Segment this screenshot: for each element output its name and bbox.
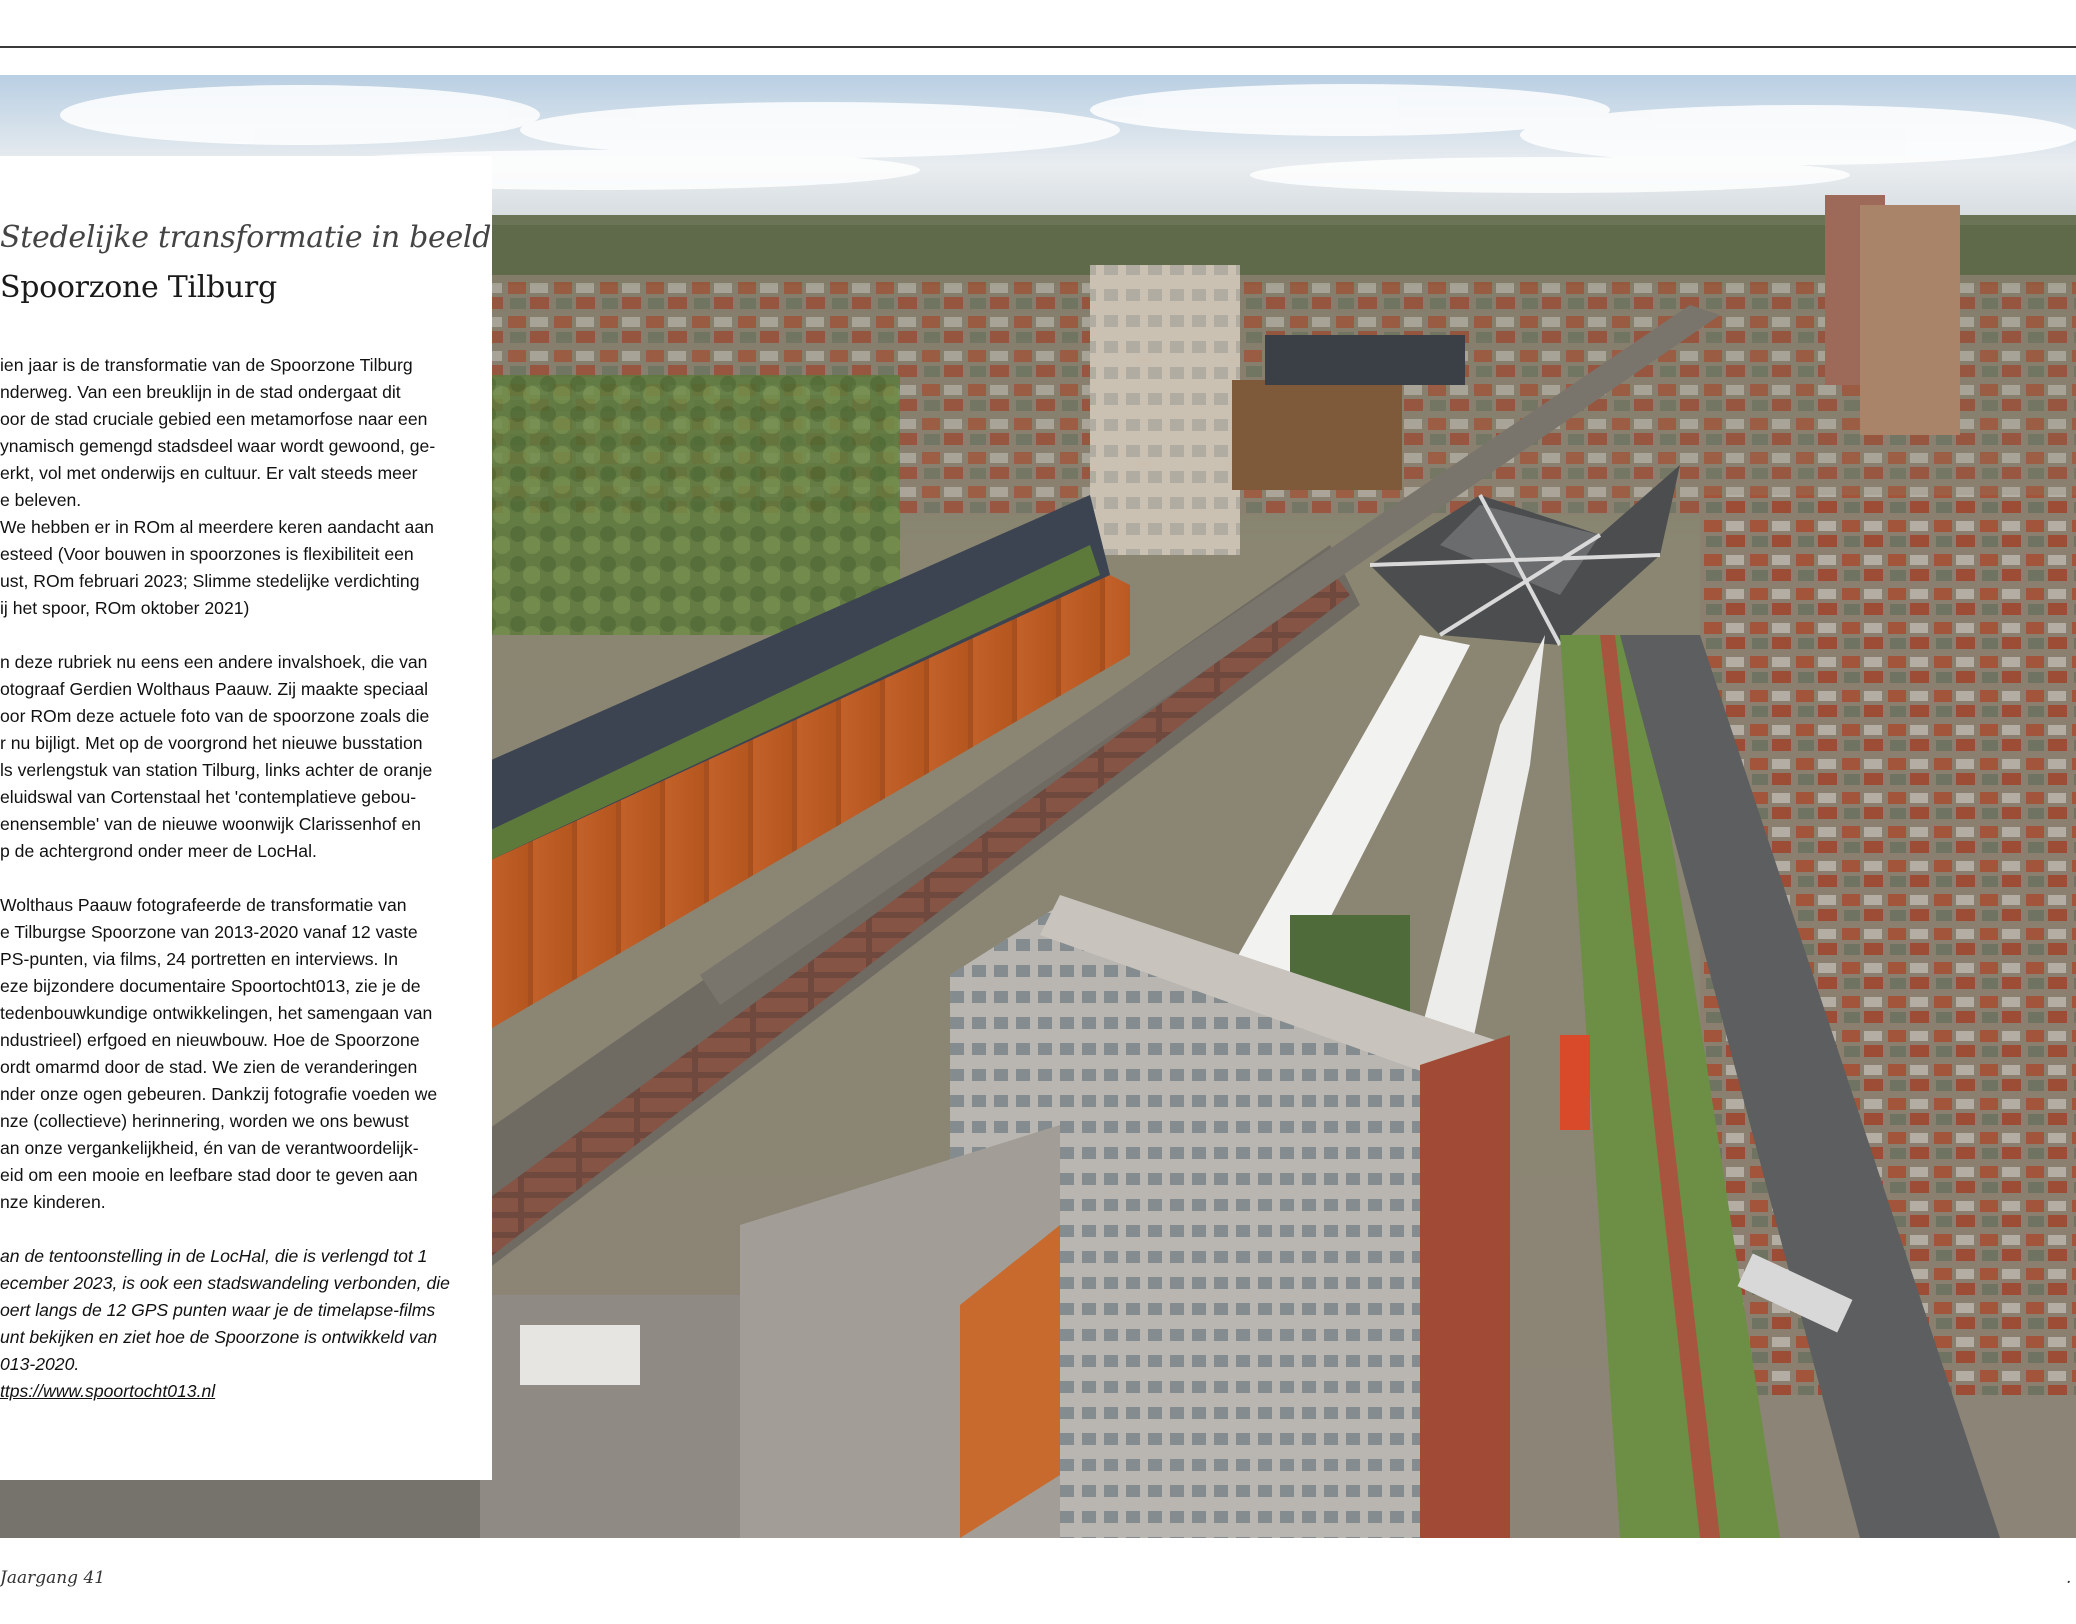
top-rule <box>0 46 2076 48</box>
article-text-panel <box>0 156 492 1480</box>
article-kicker: Stedelijke transformatie in beeld <box>0 220 492 255</box>
page-number-fragment: . <box>2066 1568 2072 1588</box>
body-line: eid om een mooie en leefbare stad door te geven aan <box>0 1165 418 1185</box>
article-body <box>0 352 470 1405</box>
note-line: an de tentoonstelling in de LocHal, die is verlengd tot 1 <box>0 1246 428 1266</box>
body-line: esteed (Voor bouwen in spoorzones is flexibiliteit een <box>0 544 414 564</box>
spoortocht-link[interactable]: ttps://www.spoortocht013.nl <box>0 1381 216 1401</box>
article-title: Spoorzone Tilburg <box>0 270 277 305</box>
body-line: an onze vergankelijkheid, én van de verantwoordelijk- <box>0 1138 419 1158</box>
body-line: ust, ROm februari 2023; Slimme stedelijke verdichting <box>0 571 420 591</box>
note-line: ecember 2023, is ook een stadswandeling verbonden, die <box>0 1273 450 1293</box>
body-line: ordt omarmd door de stad. We zien de veranderingen <box>0 1057 418 1077</box>
body-line: e beleven. <box>0 490 82 510</box>
body-line: ls verlengstuk van station Tilburg, links achter de oranje <box>0 760 433 780</box>
paragraph-1 <box>0 352 470 514</box>
body-line: PS-punten, via films, 24 portretten en interviews. In <box>0 949 399 969</box>
body-line: oor ROm deze actuele foto van de spoorzone zoals die <box>0 706 430 726</box>
park-trees <box>480 375 900 635</box>
paragraph-3 <box>0 649 470 865</box>
note-line: unt bekijken en ziet hoe de Spoorzone is ontwikkeld van <box>0 1327 438 1347</box>
body-line: nderweg. Van een breuklijn in de stad ondergaat dit <box>0 382 401 402</box>
body-line: n deze rubriek nu eens een andere invalshoek, die van <box>0 652 428 672</box>
body-line: We hebben er in ROm al meerdere keren aandacht aan <box>0 517 434 537</box>
body-line: tedenbouwkundige ontwikkelingen, het samengaan van <box>0 1003 433 1023</box>
body-line: nze kinderen. <box>0 1192 106 1212</box>
body-line: Wolthaus Paauw fotografeerde de transformatie van <box>0 895 407 915</box>
body-line: oor de stad cruciale gebied een metamorfose naar een <box>0 409 428 429</box>
body-line: r nu bijligt. Met op de voorgrond het nieuwe busstation <box>0 733 423 753</box>
exhibition-note <box>0 1243 470 1405</box>
body-line: nze (collectieve) herinnering, worden we ons bewust <box>0 1111 409 1131</box>
body-line: ndustrieel) erfgoed en nieuwbouw. Hoe de Spoorzone <box>0 1030 420 1050</box>
body-line: eluidswal van Cortenstaal het 'contemplatieve gebou- <box>0 787 417 807</box>
paragraph-4 <box>0 892 470 1216</box>
body-line: otograaf Gerdien Wolthaus Paauw. Zij maakte speciaal <box>0 679 429 699</box>
body-line: e Tilburgse Spoorzone van 2013-2020 vanaf 12 vaste <box>0 922 418 942</box>
paragraph-2 <box>0 514 470 622</box>
body-line: erkt, vol met onderwijs en cultuur. Er valt steeds meer <box>0 463 418 483</box>
note-line: oert langs de 12 GPS punten waar je de timelapse-films <box>0 1300 436 1320</box>
body-line: nder onze ogen gebeuren. Dankzij fotografie voeden we <box>0 1084 438 1104</box>
note-line: 013-2020. <box>0 1354 80 1374</box>
body-line: ij het spoor, ROm oktober 2021) <box>0 598 250 618</box>
body-line: eze bijzondere documentaire Spoortocht013, zie je de <box>0 976 421 996</box>
body-line: enensemble' van de nieuwe woonwijk Clarissenhof en <box>0 814 421 834</box>
body-line: p de achtergrond onder meer de LocHal. <box>0 841 317 861</box>
body-line: ynamisch gemengd stadsdeel waar wordt gewoond, ge- <box>0 436 436 456</box>
footer-volume: Jaargang 41 <box>0 1568 106 1588</box>
body-line: ien jaar is de transformatie van de Spoorzone Tilburg <box>0 355 413 375</box>
